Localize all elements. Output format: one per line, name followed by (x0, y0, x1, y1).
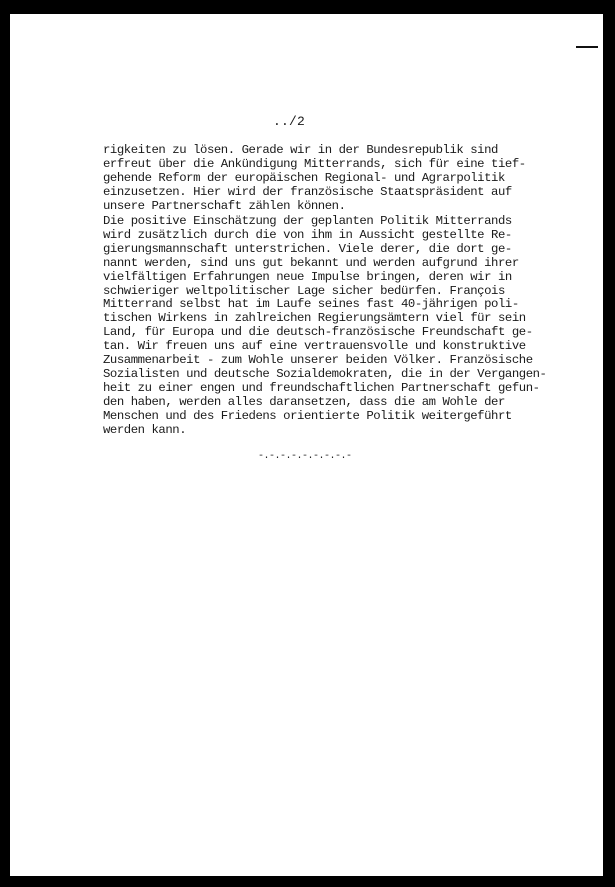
text-line: gehende Reform der europäischen Regional- und Agrarpolitik (103, 170, 505, 185)
text-line: nannt werden, sind uns gut bekannt und werden aufgrund ihrer (103, 255, 519, 270)
text-line: Sozialisten und deutsche Sozialdemokraten, die in der Vergangen- (103, 366, 547, 381)
text-line: vielfältigen Erfahrungen neue Impulse bringen, deren wir in (103, 269, 512, 284)
text-line: werden kann. (103, 422, 187, 437)
page-number: ../2 (273, 114, 306, 129)
text-line: schwieriger weltpolitischer Lage sicher bedürfen. François (103, 283, 505, 298)
text-line: heit zu einer engen und freundschaftlichen Partnerschaft gefun- (103, 380, 540, 395)
text-line: Menschen und des Friedens orientierte Politik weitergeführt (103, 408, 512, 423)
paragraph-1 (103, 144, 543, 214)
edge-mark (576, 46, 598, 48)
text-line: tan. Wir freuen uns auf eine vertrauensvolle und konstruktive (103, 339, 526, 354)
text-line: Die positive Einschätzung der geplanten Politik Mitterrands (103, 214, 512, 228)
text-line: unsere Partnerschaft zählen können. (103, 198, 346, 213)
text-line: rigkeiten zu lösen. Gerade wir in der Bundesrepublik sind (103, 143, 498, 157)
text-line: Mitterrand selbst hat im Laufe seines fast 40-jährigen poli- (103, 297, 519, 312)
text-line: tischen Wirkens in zahlreichen Regierungsämtern viel für sein (103, 311, 526, 326)
text-line: erfreut über die Ankündigung Mitterrands, sich für eine tief- (103, 156, 526, 171)
document-page (10, 14, 603, 876)
text-line: Zusammenarbeit - zum Wohle unserer beiden Völker. Französische (103, 353, 533, 368)
text-line: gierungsmannschaft unterstrichen. Viele derer, die dort ge- (103, 241, 512, 256)
paragraph-2 (103, 214, 547, 438)
text-line: den haben, werden alles daransetzen, dass die am Wohle der (103, 394, 505, 409)
text-line: einzusetzen. Hier wird der französische Staatspräsident auf (103, 184, 512, 199)
text-line: Land, für Europa und die deutsch-französische Freundschaft ge- (103, 325, 533, 340)
text-line: wird zusätzlich durch die von ihm in Aussicht gestellte Re- (103, 227, 512, 242)
closing-separator: -.-.-.-.-.-.-.-.- (258, 451, 352, 462)
